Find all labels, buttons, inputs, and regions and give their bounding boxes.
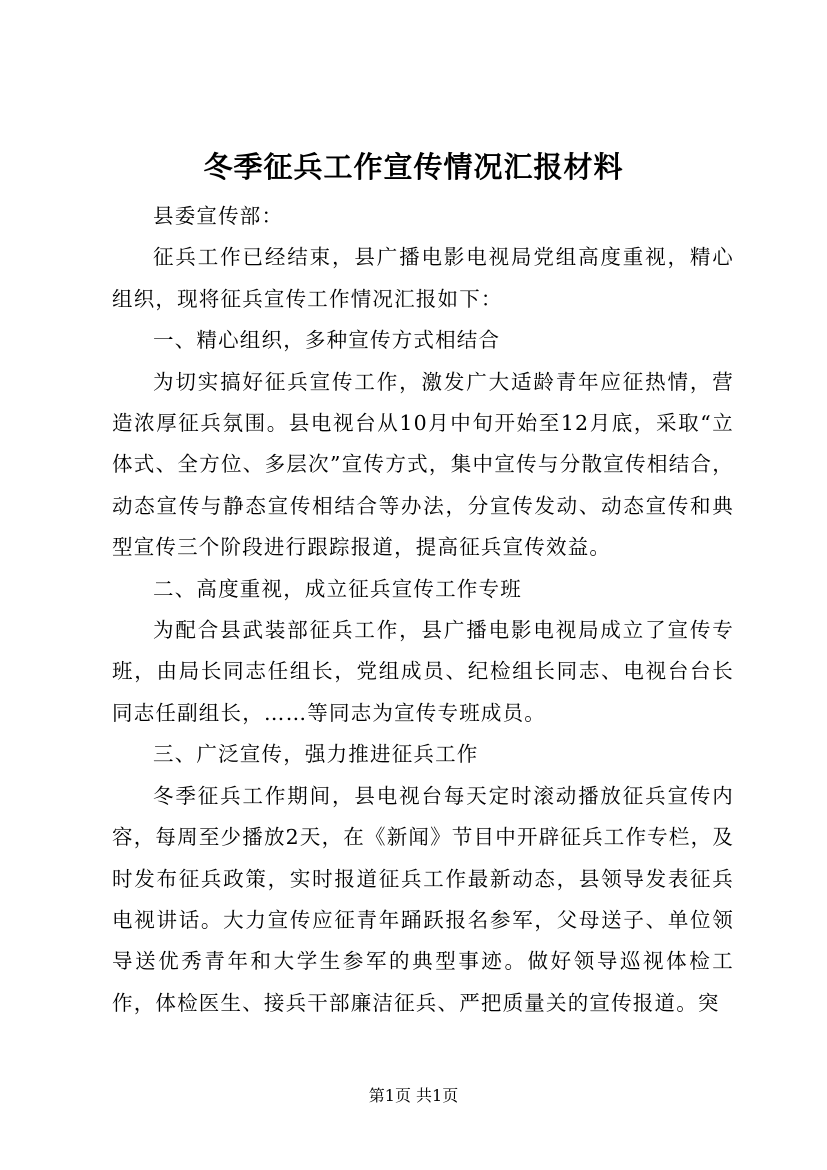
page-number-label: 第1页 共1页 xyxy=(368,1086,459,1105)
paragraph-section-1: 为切实搞好征兵宣传工作，激发广大适龄青年应征热情，营造浓厚征兵氛围。县电视台从10月中旬开始至12月底，采取“立体式、全方位、多层次”宣传方式，集中宣传与分散宣传相结合，动态宣传与静态宣传相结合等办法，分宣传发动、动态宣传和典型宣传三个阶段进行跟踪报道，提高征兵宣传效益。 xyxy=(112,369,734,560)
salutation: 县委宣传部： xyxy=(153,204,284,228)
section-heading-1: 一、精心组织，多种宣传方式相结合 xyxy=(153,328,501,353)
section-heading-3: 三、广泛宣传，强力推进征兵工作 xyxy=(153,742,479,767)
paragraph-section-3: 冬季征兵工作期间，县电视台每天定时滚动播放征兵宣传内容，每周至少播放2天，在《新闻》节目中开辟征兵工作专栏，及时发布征兵政策，实时报道征兵工作最新动态，县领导发表征兵电视讲话。大力宣传应征青年踊跃报名参军，父母送子、单位领导送优秀青年和大学生参军的典型事迹。做好领导巡视体检工作，体检医生、接兵干部廉洁征兵、严把质量关的宣传报道。突 xyxy=(112,783,734,1015)
page-footer xyxy=(0,1084,827,1108)
paragraph-section-2: 为配合县武装部征兵工作，县广播电影电视局成立了宣传专班，由局长同志任组长，党组成员、纪检组长同志、电视台台长同志任副组长，……等同志为宣传专班成员。 xyxy=(112,618,734,725)
document-body xyxy=(112,196,734,1024)
section-heading-2: 二、高度重视，成立征兵宣传工作专班 xyxy=(153,576,522,601)
document-title: 冬季征兵工作宣传情况汇报材料 xyxy=(203,150,624,184)
paragraph-intro: 征兵工作已经结束，县广播电影电视局党组高度重视，精心组织，现将征兵宣传工作情况汇报如下： xyxy=(112,245,734,311)
